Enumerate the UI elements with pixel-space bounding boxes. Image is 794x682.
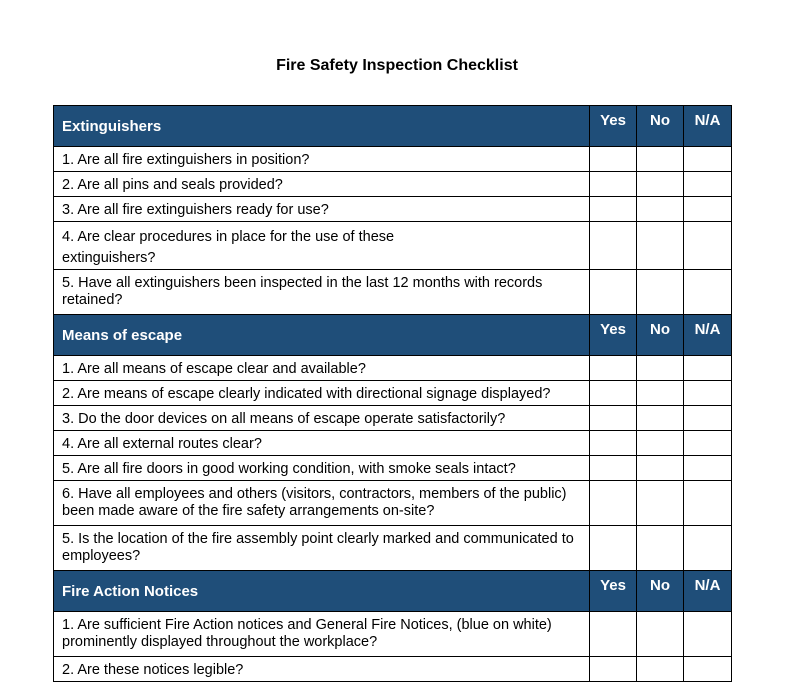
no-checkbox-cell[interactable]	[637, 147, 684, 172]
question-text: 1. Are all means of escape clear and available?	[54, 356, 590, 381]
na-column-header: N/A	[684, 106, 732, 147]
question-text: 5. Are all fire doors in good working condition, with smoke seals intact?	[54, 456, 590, 481]
question-text: 6. Have all employees and others (visitors, contractors, members of the public) been made aware of the fire safety arrangements on-site?	[54, 481, 590, 526]
question-text: 5. Is the location of the fire assembly point clearly marked and communicated to employees?	[54, 526, 590, 571]
section-heading: Extinguishers	[54, 106, 590, 147]
na-checkbox-cell[interactable]	[684, 147, 732, 172]
yes-column-header: Yes	[590, 571, 637, 612]
checklist-table	[53, 105, 732, 682]
section-header-fire-action-notices	[54, 571, 732, 612]
section-header-means-of-escape	[54, 315, 732, 356]
no-checkbox-cell[interactable]	[637, 612, 684, 657]
no-column-header: No	[637, 106, 684, 147]
section-heading: Means of escape	[54, 315, 590, 356]
checklist-row	[54, 431, 732, 456]
no-checkbox-cell[interactable]	[637, 481, 684, 526]
na-column-header: N/A	[684, 571, 732, 612]
no-checkbox-cell[interactable]	[637, 356, 684, 381]
yes-checkbox-cell[interactable]	[590, 356, 637, 381]
question-text: 1. Are all fire extinguishers in position?	[54, 147, 590, 172]
yes-checkbox-cell[interactable]	[590, 431, 637, 456]
no-checkbox-cell[interactable]	[637, 526, 684, 571]
question-text: 2. Are all pins and seals provided?	[54, 172, 590, 197]
no-checkbox-cell[interactable]	[637, 381, 684, 406]
no-checkbox-cell[interactable]	[637, 406, 684, 431]
yes-checkbox-cell[interactable]	[590, 481, 637, 526]
yes-checkbox-cell[interactable]	[590, 456, 637, 481]
na-checkbox-cell[interactable]	[684, 612, 732, 657]
na-column-header: N/A	[684, 315, 732, 356]
na-checkbox-cell[interactable]	[684, 406, 732, 431]
na-checkbox-cell[interactable]	[684, 526, 732, 571]
no-checkbox-cell[interactable]	[637, 172, 684, 197]
yes-checkbox-cell[interactable]	[590, 526, 637, 571]
checklist-row	[54, 526, 732, 571]
na-checkbox-cell[interactable]	[684, 172, 732, 197]
na-checkbox-cell[interactable]	[684, 356, 732, 381]
checklist-row	[54, 222, 732, 270]
no-checkbox-cell[interactable]	[637, 456, 684, 481]
no-column-header: No	[637, 571, 684, 612]
no-checkbox-cell[interactable]	[637, 657, 684, 682]
yes-checkbox-cell[interactable]	[590, 197, 637, 222]
na-checkbox-cell[interactable]	[684, 431, 732, 456]
yes-checkbox-cell[interactable]	[590, 147, 637, 172]
na-checkbox-cell[interactable]	[684, 381, 732, 406]
no-checkbox-cell[interactable]	[637, 270, 684, 315]
checklist-row	[54, 657, 732, 682]
section-heading: Fire Action Notices	[54, 571, 590, 612]
no-checkbox-cell[interactable]	[637, 222, 684, 270]
question-text: 4. Are clear procedures in place for the use of these extinguishers?	[54, 222, 590, 270]
checklist-row	[54, 197, 732, 222]
page-title: Fire Safety Inspection Checklist	[276, 57, 518, 74]
na-checkbox-cell[interactable]	[684, 456, 732, 481]
checklist-row	[54, 270, 732, 315]
na-checkbox-cell[interactable]	[684, 222, 732, 270]
checklist-row	[54, 356, 732, 381]
checklist-row	[54, 612, 732, 657]
checklist-row	[54, 406, 732, 431]
no-column-header: No	[637, 315, 684, 356]
checklist-row	[54, 172, 732, 197]
checklist-row	[54, 481, 732, 526]
na-checkbox-cell[interactable]	[684, 657, 732, 682]
yes-checkbox-cell[interactable]	[590, 172, 637, 197]
no-checkbox-cell[interactable]	[637, 197, 684, 222]
yes-checkbox-cell[interactable]	[590, 612, 637, 657]
na-checkbox-cell[interactable]	[684, 481, 732, 526]
yes-checkbox-cell[interactable]	[590, 406, 637, 431]
yes-checkbox-cell[interactable]	[590, 222, 637, 270]
na-checkbox-cell[interactable]	[684, 197, 732, 222]
question-text: 2. Are these notices legible?	[54, 657, 590, 682]
question-text: 5. Have all extinguishers been inspected in the last 12 months with records retained?	[54, 270, 590, 315]
yes-column-header: Yes	[590, 315, 637, 356]
question-text: 3. Do the door devices on all means of escape operate satisfactorily?	[54, 406, 590, 431]
yes-column-header: Yes	[590, 106, 637, 147]
yes-checkbox-cell[interactable]	[590, 270, 637, 315]
question-text: 4. Are all external routes clear?	[54, 431, 590, 456]
question-text: 3. Are all fire extinguishers ready for use?	[54, 197, 590, 222]
checklist-row	[54, 381, 732, 406]
checklist-row	[54, 147, 732, 172]
question-text: 1. Are sufficient Fire Action notices and General Fire Notices, (blue on white) prominently displayed throughout the workplace?	[54, 612, 590, 657]
yes-checkbox-cell[interactable]	[590, 381, 637, 406]
question-text: 2. Are means of escape clearly indicated with directional signage displayed?	[54, 381, 590, 406]
checklist-row	[54, 456, 732, 481]
section-header-extinguishers	[54, 106, 732, 147]
yes-checkbox-cell[interactable]	[590, 657, 637, 682]
na-checkbox-cell[interactable]	[684, 270, 732, 315]
no-checkbox-cell[interactable]	[637, 431, 684, 456]
